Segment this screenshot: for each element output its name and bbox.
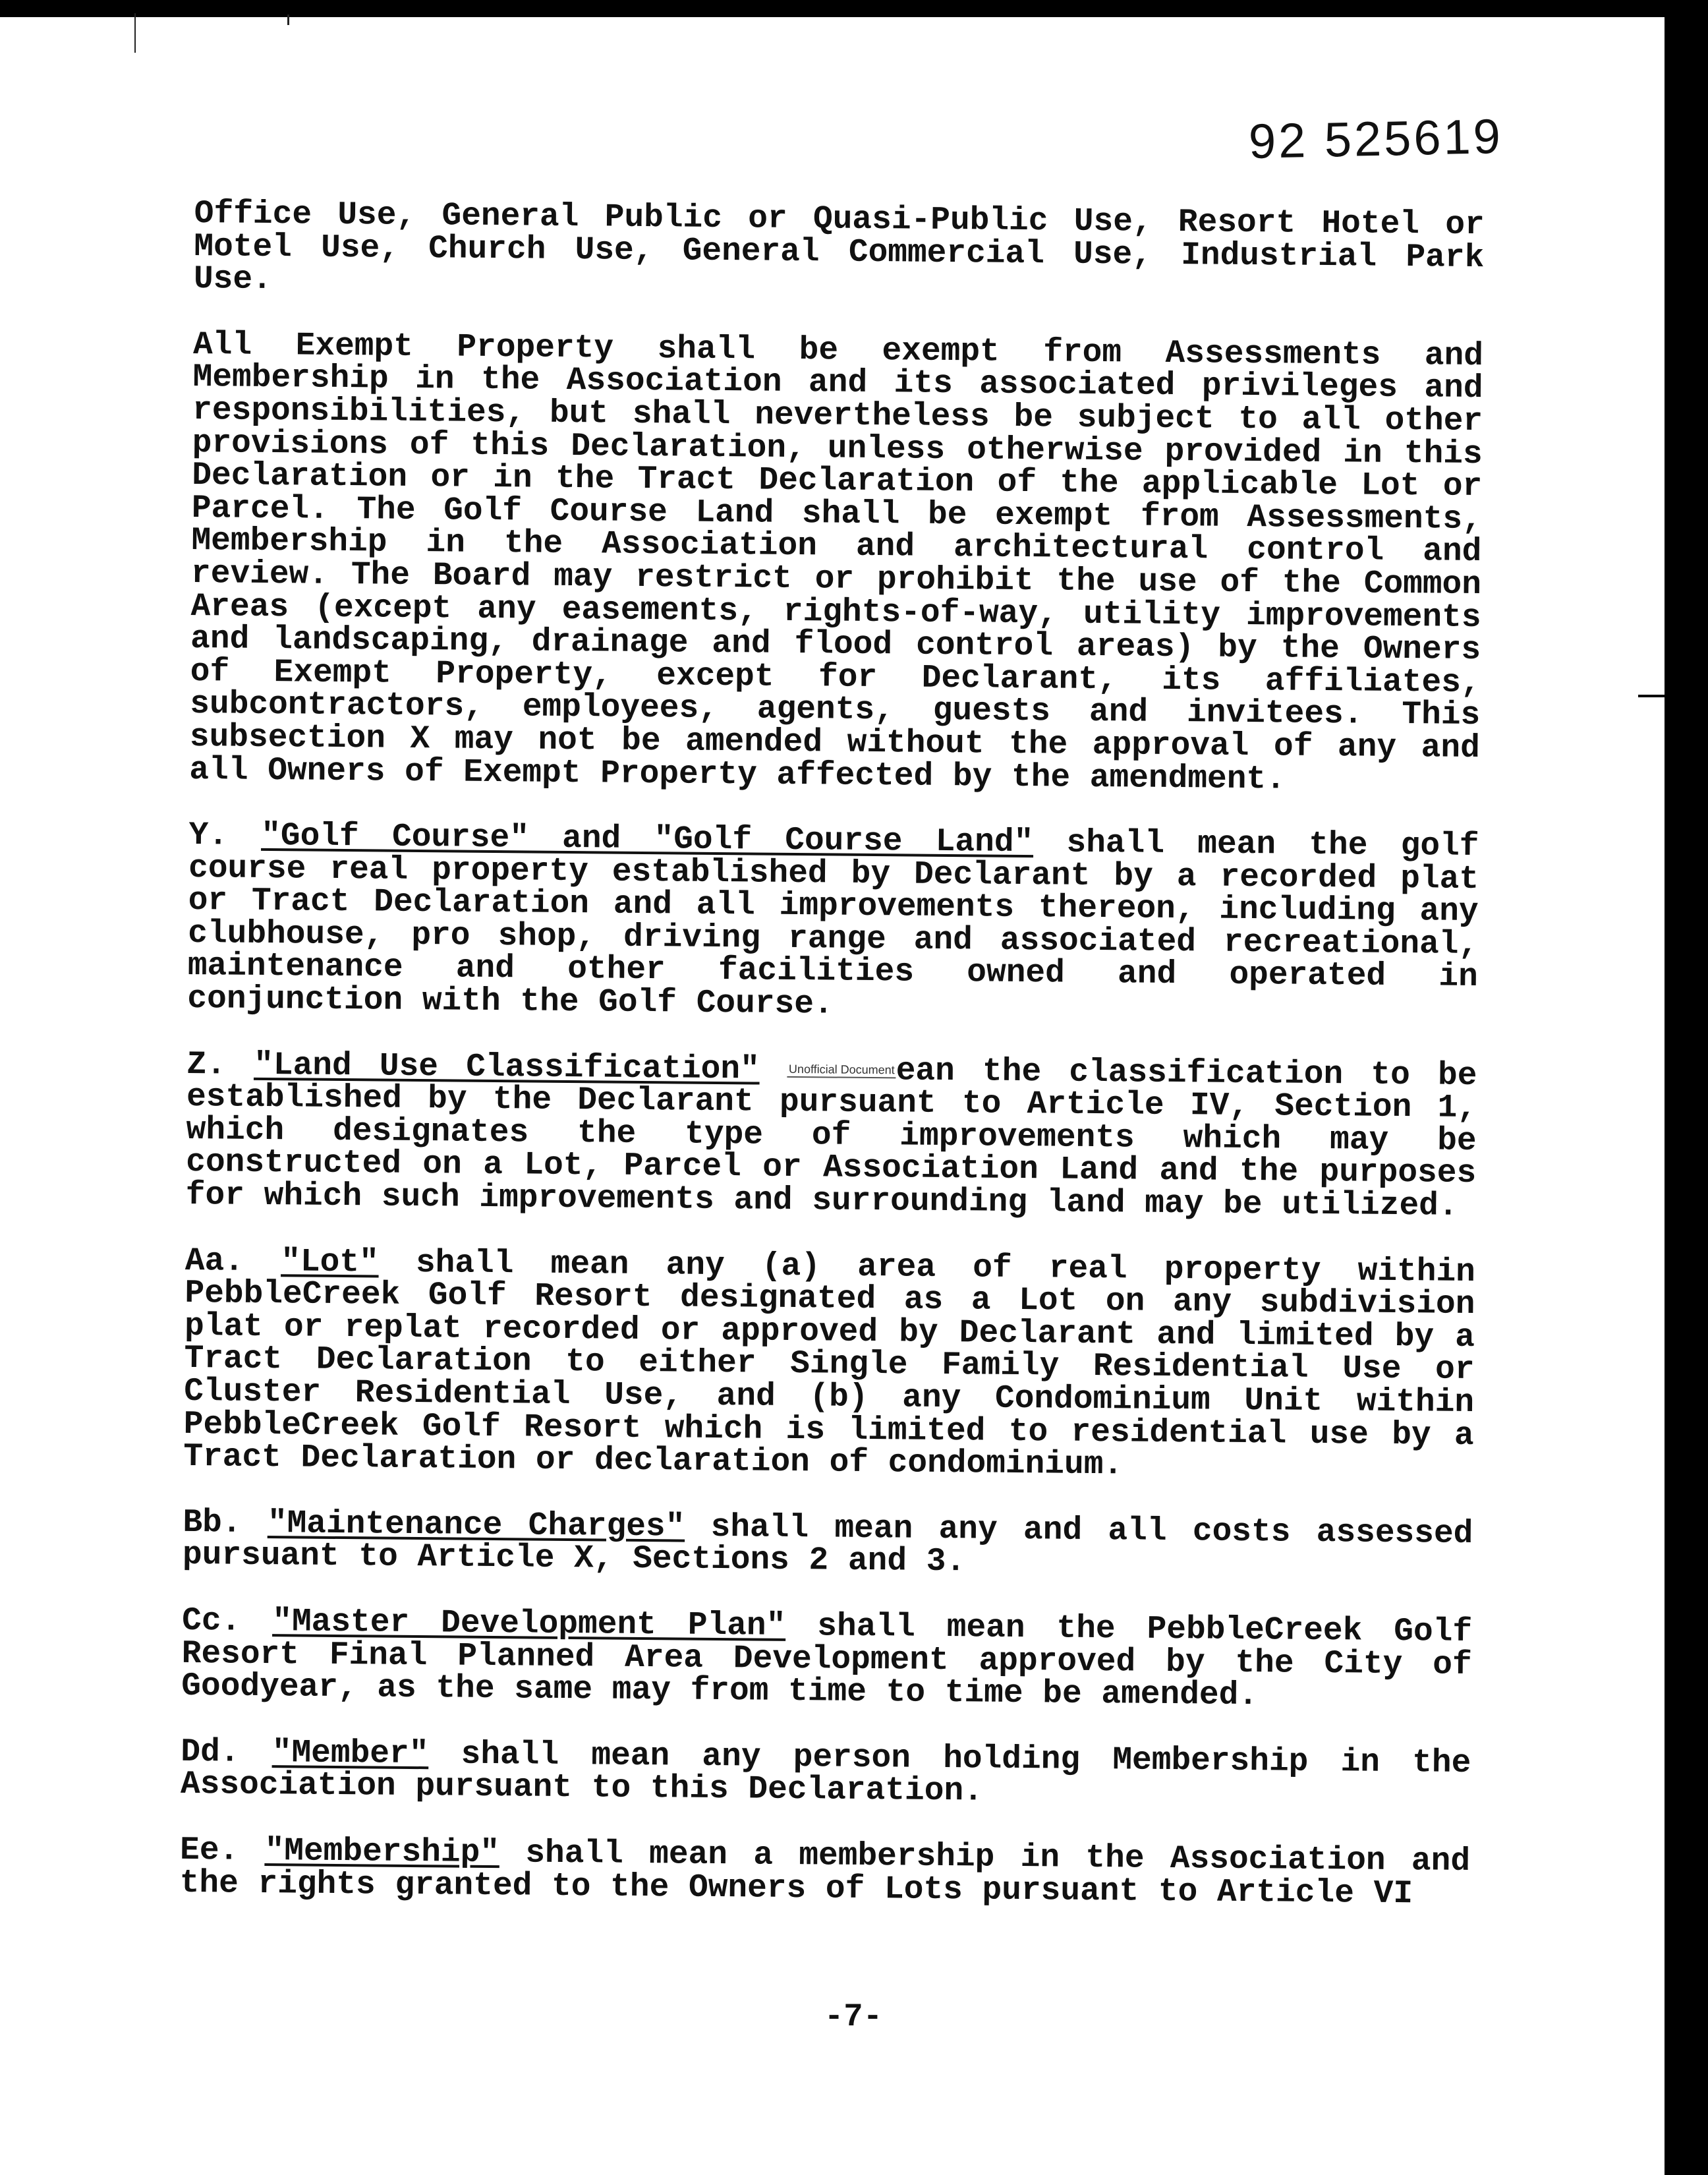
document-number: 92 525619 bbox=[1248, 108, 1504, 169]
margin-mark bbox=[134, 13, 136, 53]
definition-prefix: Bb. bbox=[183, 1503, 268, 1542]
scan-border-right bbox=[1665, 0, 1708, 2175]
definition-prefix: Aa. bbox=[185, 1242, 281, 1280]
paragraph-exempt-property: All Exempt Property shall be exempt from Assessments and Membership in the Association and its associated privileges and responsibilities, but shall nevertheless be subject to all other provisions of this Declaration, unless otherwise provided in this Declaration or in the Tract Declaration of the applicable Lot or Parcel. The Golf Course Land shall be exempt from Assessments, Membership in the Association and architectural control and review. The Board may restrict or prohibit the use of the Common Areas (except any easements, rights-of-way, utility improvements and landscaping, drainage and flood control areas) by the Owners of Exempt Property, except for Declarant, its affiliates, subcontractors, employees, agents, guests and invitees. This subsection X may not be amended without the approval of any and all Owners of Exempt Property affected by the amendment. bbox=[189, 326, 1484, 798]
definition-golf-course bbox=[187, 819, 1479, 1027]
scan-notch bbox=[1638, 695, 1665, 697]
defined-term: "Land Use Classification" bbox=[253, 1046, 760, 1088]
definition-body: shall mean any person holding Membership in the Association pursuant to this Declaration. bbox=[180, 1735, 1471, 1810]
defined-term: "Maintenance Charges" bbox=[267, 1504, 685, 1546]
defined-term: "Master Development Plan" bbox=[271, 1603, 786, 1644]
definition-body: shall mean the PebbleCreek Golf Resort Final Planned Area Development approved by the City of Goodyear, as the same may from time to time be amended. bbox=[181, 1607, 1473, 1714]
definition-master-development-plan bbox=[181, 1602, 1473, 1714]
definition-prefix: Z. bbox=[186, 1045, 254, 1084]
definition-body: shall mean the golf course real property established by Declarant by a recorded plat or Tract Declaration and all improvements thereon, including any clubhouse, pro shop, driving range and associated recreational, maintenance and other facilities owned and operated in conjunction with the Golf Course. bbox=[187, 824, 1479, 1023]
definition-body: shall mean any and all costs assessed pursuant to Article X, Sections 2 and 3. bbox=[182, 1508, 1473, 1580]
defined-term: "Golf Course" and "Golf Course Land" bbox=[260, 817, 1034, 861]
definition-membership bbox=[179, 1831, 1471, 1912]
definition-body: shall mean any (a) area of real property within PebbleCreek Golf Resort designated as a Lot on any subdivision plat or replat recorded or approved by Declarant and limited by a Tract Declaration to either Single Family Residential Use or Cluster Residential Use, and (b) any Condominium Unit within PebbleCreek Golf Resort which is limited to residential use by a Tract Declaration or declaration of condominium. bbox=[183, 1244, 1476, 1484]
definition-land-use-classification bbox=[185, 1045, 1477, 1225]
margin-tick bbox=[287, 14, 289, 25]
scan-border-top bbox=[0, 0, 1708, 17]
definition-body: shall mean a membership in the Association and the rights granted to the Owners of Lots pursuant to Article VI bbox=[179, 1834, 1471, 1912]
definition-prefix: Y. bbox=[188, 817, 262, 855]
defined-term: "Membership" bbox=[264, 1832, 500, 1872]
unofficial-document-stamp: Unofficial Document bbox=[787, 1061, 896, 1078]
defined-term: "Member" bbox=[271, 1733, 429, 1772]
definition-member bbox=[180, 1733, 1471, 1812]
definition-lot bbox=[183, 1242, 1476, 1485]
definition-maintenance-charges bbox=[182, 1503, 1473, 1583]
definition-prefix: Dd. bbox=[181, 1733, 273, 1771]
definition-prefix: Cc. bbox=[181, 1602, 273, 1640]
definition-body: ean the classification to be established by the Declarant pursuant to Article IV, Section 1, which designates the type of improvements which may be constructed on a Lot, Parcel or Association Land and the purposes for which such improvements and surrounding land may be utilized. bbox=[185, 1051, 1477, 1225]
document-body bbox=[179, 195, 1485, 1944]
paragraph-use-list: Office Use, General Public or Quasi-Public Use, Resort Hotel or Motel Use, Church Use, General Commercial Use, Industrial Park Use. bbox=[193, 195, 1485, 299]
defined-term: "Lot" bbox=[280, 1242, 380, 1281]
definition-prefix: Ee. bbox=[179, 1831, 265, 1869]
page-number: -7- bbox=[824, 1998, 883, 2035]
